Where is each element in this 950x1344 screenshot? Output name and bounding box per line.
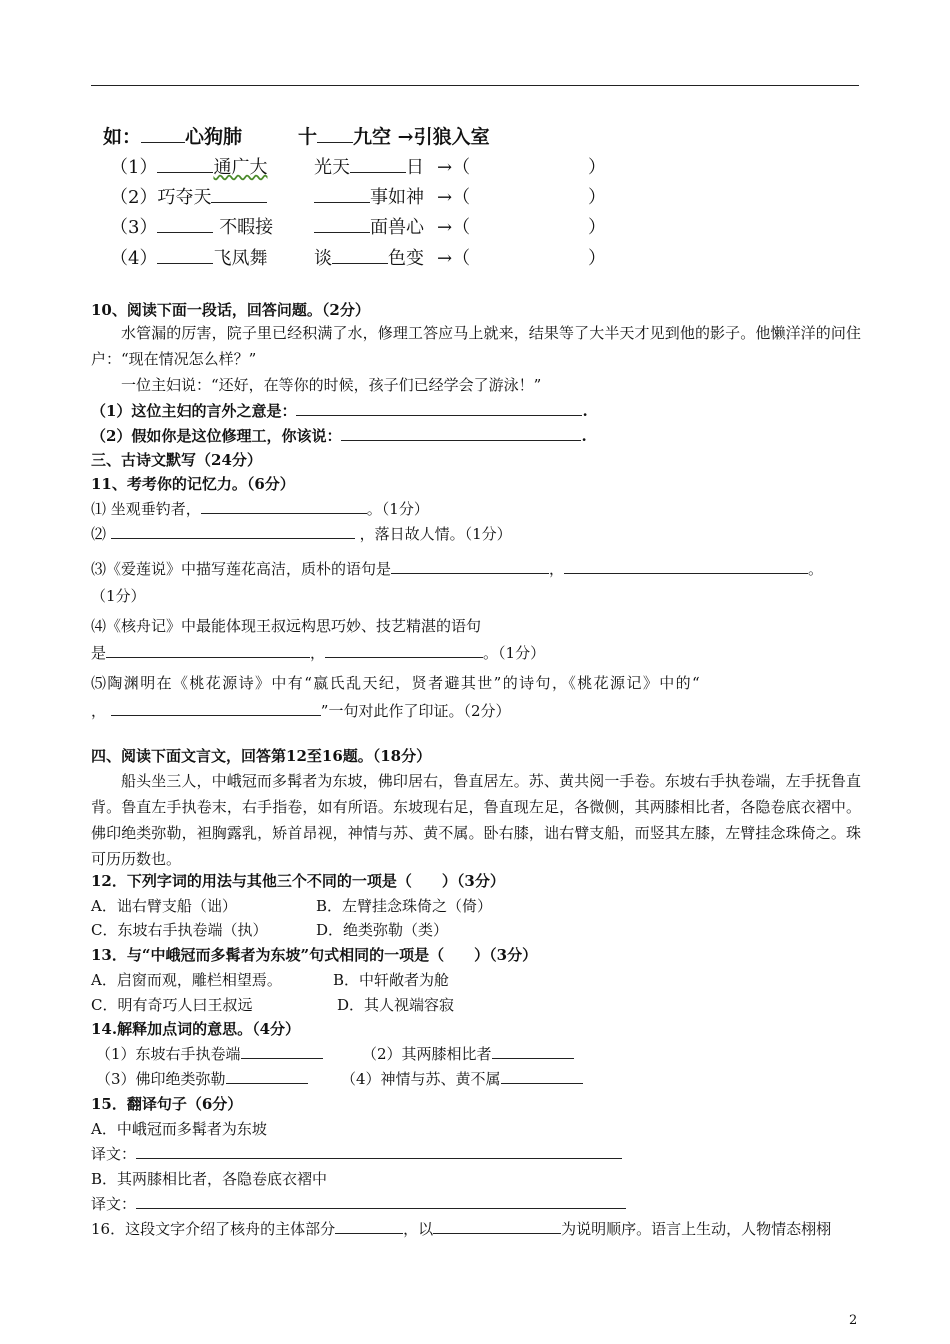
q11-line-3: ⑶《爱莲说》中描写莲花高洁，质朴的语句是 ， 。 — [91, 560, 824, 578]
q11-title: 11、考考你的记忆力。（6分） — [91, 475, 295, 493]
q10-passage-1: 水管漏的厉害，院子里已经积满了水，修理工答应马上就来，结果等了大半天才见到他的影子。他懒洋洋的问住户：“现在情况怎么样？” — [91, 324, 861, 368]
q13-title: 13．与“中峨冠而多髯者为东坡”句式相同的一项是（ ）（3分） — [91, 946, 538, 964]
q11-line-4-answer: 是 ， 。（1分） — [91, 644, 546, 662]
idiom-example: 如： 心狗肺 — [103, 126, 243, 148]
q12-title: 12．下列字词的用法与其他三个不同的一项是（ ）（3分） — [91, 872, 505, 890]
q14-title: 14.解释加点词的意思。（4分） — [91, 1020, 301, 1038]
q11-line-4: ⑷《核舟记》中最能体现王叔远构思巧妙、技艺精湛的语句 — [91, 617, 482, 635]
idiom-row-1: （1） 通广大 — [110, 157, 268, 178]
idiom-row-4: （4） 飞凤舞 — [110, 248, 268, 269]
q13-option-a: A．启窗而观，雕栏相望焉。 — [91, 971, 282, 989]
idiom-row-2: （2）巧夺天 — [110, 185, 267, 211]
idiom-row-4b: 谈 色变 — [314, 248, 424, 269]
q10-title: 10、阅读下面一段话，回答问题。（2分） — [91, 301, 370, 319]
idiom-row-1b: 光天 日 — [314, 157, 424, 178]
q16-text: 16．这段文字介绍了核舟的主体部分 ，以 为说明顺序。语言上生动，人物情态栩栩 — [91, 1220, 832, 1238]
q11-line-1: ⑴ 坐观垂钓者， 。（1分） — [91, 500, 429, 518]
q11-line-5-answer: ， ”一句对此作了印证。（2分） — [91, 702, 511, 720]
idiom-close-2: ） — [588, 187, 606, 208]
idiom-answer-4: →（ — [437, 248, 471, 269]
q15-translation-b: 译文： — [91, 1193, 626, 1215]
classical-passage: 船头坐三人，中峨冠而多髯者为东坡，佛印居右，鲁直居左。苏、黄共阅一手卷。东坡右手执卷端，左手抚鲁直背。鲁直左手执卷末，右手指卷，如有所语。东坡现右足，鲁直现左足，各微侧，其两膝相比者，各隐卷底衣褶中。佛印绝类弥勒，袒胸露乳，矫首昂视，神情与苏、黄不属。卧右膝，诎右臂支船，而竖其左膝，左臂挂念珠倚之。珠可历历数也。 — [91, 772, 861, 868]
q10-sub-1: （1）这位主妇的言外之意是： . — [91, 402, 588, 420]
q10-sub-2: （2）假如你是这位修理工，你该说： . — [91, 427, 587, 445]
q13-option-d: D．其人视端容寂 — [337, 996, 455, 1014]
q14-item-2: （2）其两膝相比者 — [362, 1043, 574, 1065]
q14-item-3: （3）佛印绝类弥勒 — [96, 1068, 308, 1090]
q14-item-1: （1）东坡右手执卷端 — [96, 1043, 323, 1065]
q15-title: 15．翻译句子（6分） — [91, 1095, 243, 1113]
section-4-heading: 四、阅读下面文言文，回答第12至16题。（18分） — [91, 747, 432, 765]
q11-line-2: ⑵ ，落日故人情。（1分） — [91, 525, 512, 543]
idiom-close-3: ） — [588, 217, 606, 238]
idiom-answer-1: →（ — [437, 157, 471, 178]
idiom-row-3b: 面兽心 — [314, 215, 424, 241]
q13-option-b: B．中轩敞者为舱 — [333, 971, 450, 989]
q15-translation-a: 译文： — [91, 1143, 622, 1165]
q15-sentence-b: B．其两膝相比者，各隐卷底衣褶中 — [91, 1170, 328, 1188]
section-3-heading: 三、古诗文默写（24分） — [91, 451, 262, 469]
q15-sentence-a: A．中峨冠而多髯者为东坡 — [91, 1120, 267, 1138]
q14-item-4: （4）神情与苏、黄不属 — [341, 1068, 583, 1090]
q13-option-c: C．明有奇巧人曰王叔远 — [91, 996, 253, 1014]
q10-passage-2: 一位主妇说：“还好，在等你的时候，孩子们已经学会了游泳！” — [121, 376, 542, 394]
q11-line-5: ⑸陶渊明在《桃花源诗》中有“嬴氏乱天纪，贤者避其世”的诗句，《桃花源记》中的“ — [91, 674, 702, 692]
idiom-close-4: ） — [588, 248, 606, 269]
q11-line-3-score: （1分） — [91, 587, 146, 605]
idiom-row-3: （3） 不暇接 — [110, 217, 274, 238]
header-rule — [91, 85, 859, 86]
page-number: 2 — [849, 1313, 858, 1328]
q12-option-c: C．东坡右手执卷端（执） — [91, 921, 268, 939]
idiom-example-b: 十 九空 →引狼入室 — [298, 126, 490, 148]
idiom-answer-3: →（ — [437, 217, 471, 238]
q12-option-d: D．绝类弥勒（类） — [316, 921, 449, 939]
idiom-row-2b: 事如神 — [314, 185, 424, 211]
q12-option-a: A．诎右臂支船（诎） — [91, 897, 237, 915]
idiom-answer-2: →（ — [437, 187, 471, 208]
q12-option-b: B．左臂挂念珠倚之（倚） — [316, 897, 493, 915]
idiom-close-1: ） — [588, 157, 606, 178]
